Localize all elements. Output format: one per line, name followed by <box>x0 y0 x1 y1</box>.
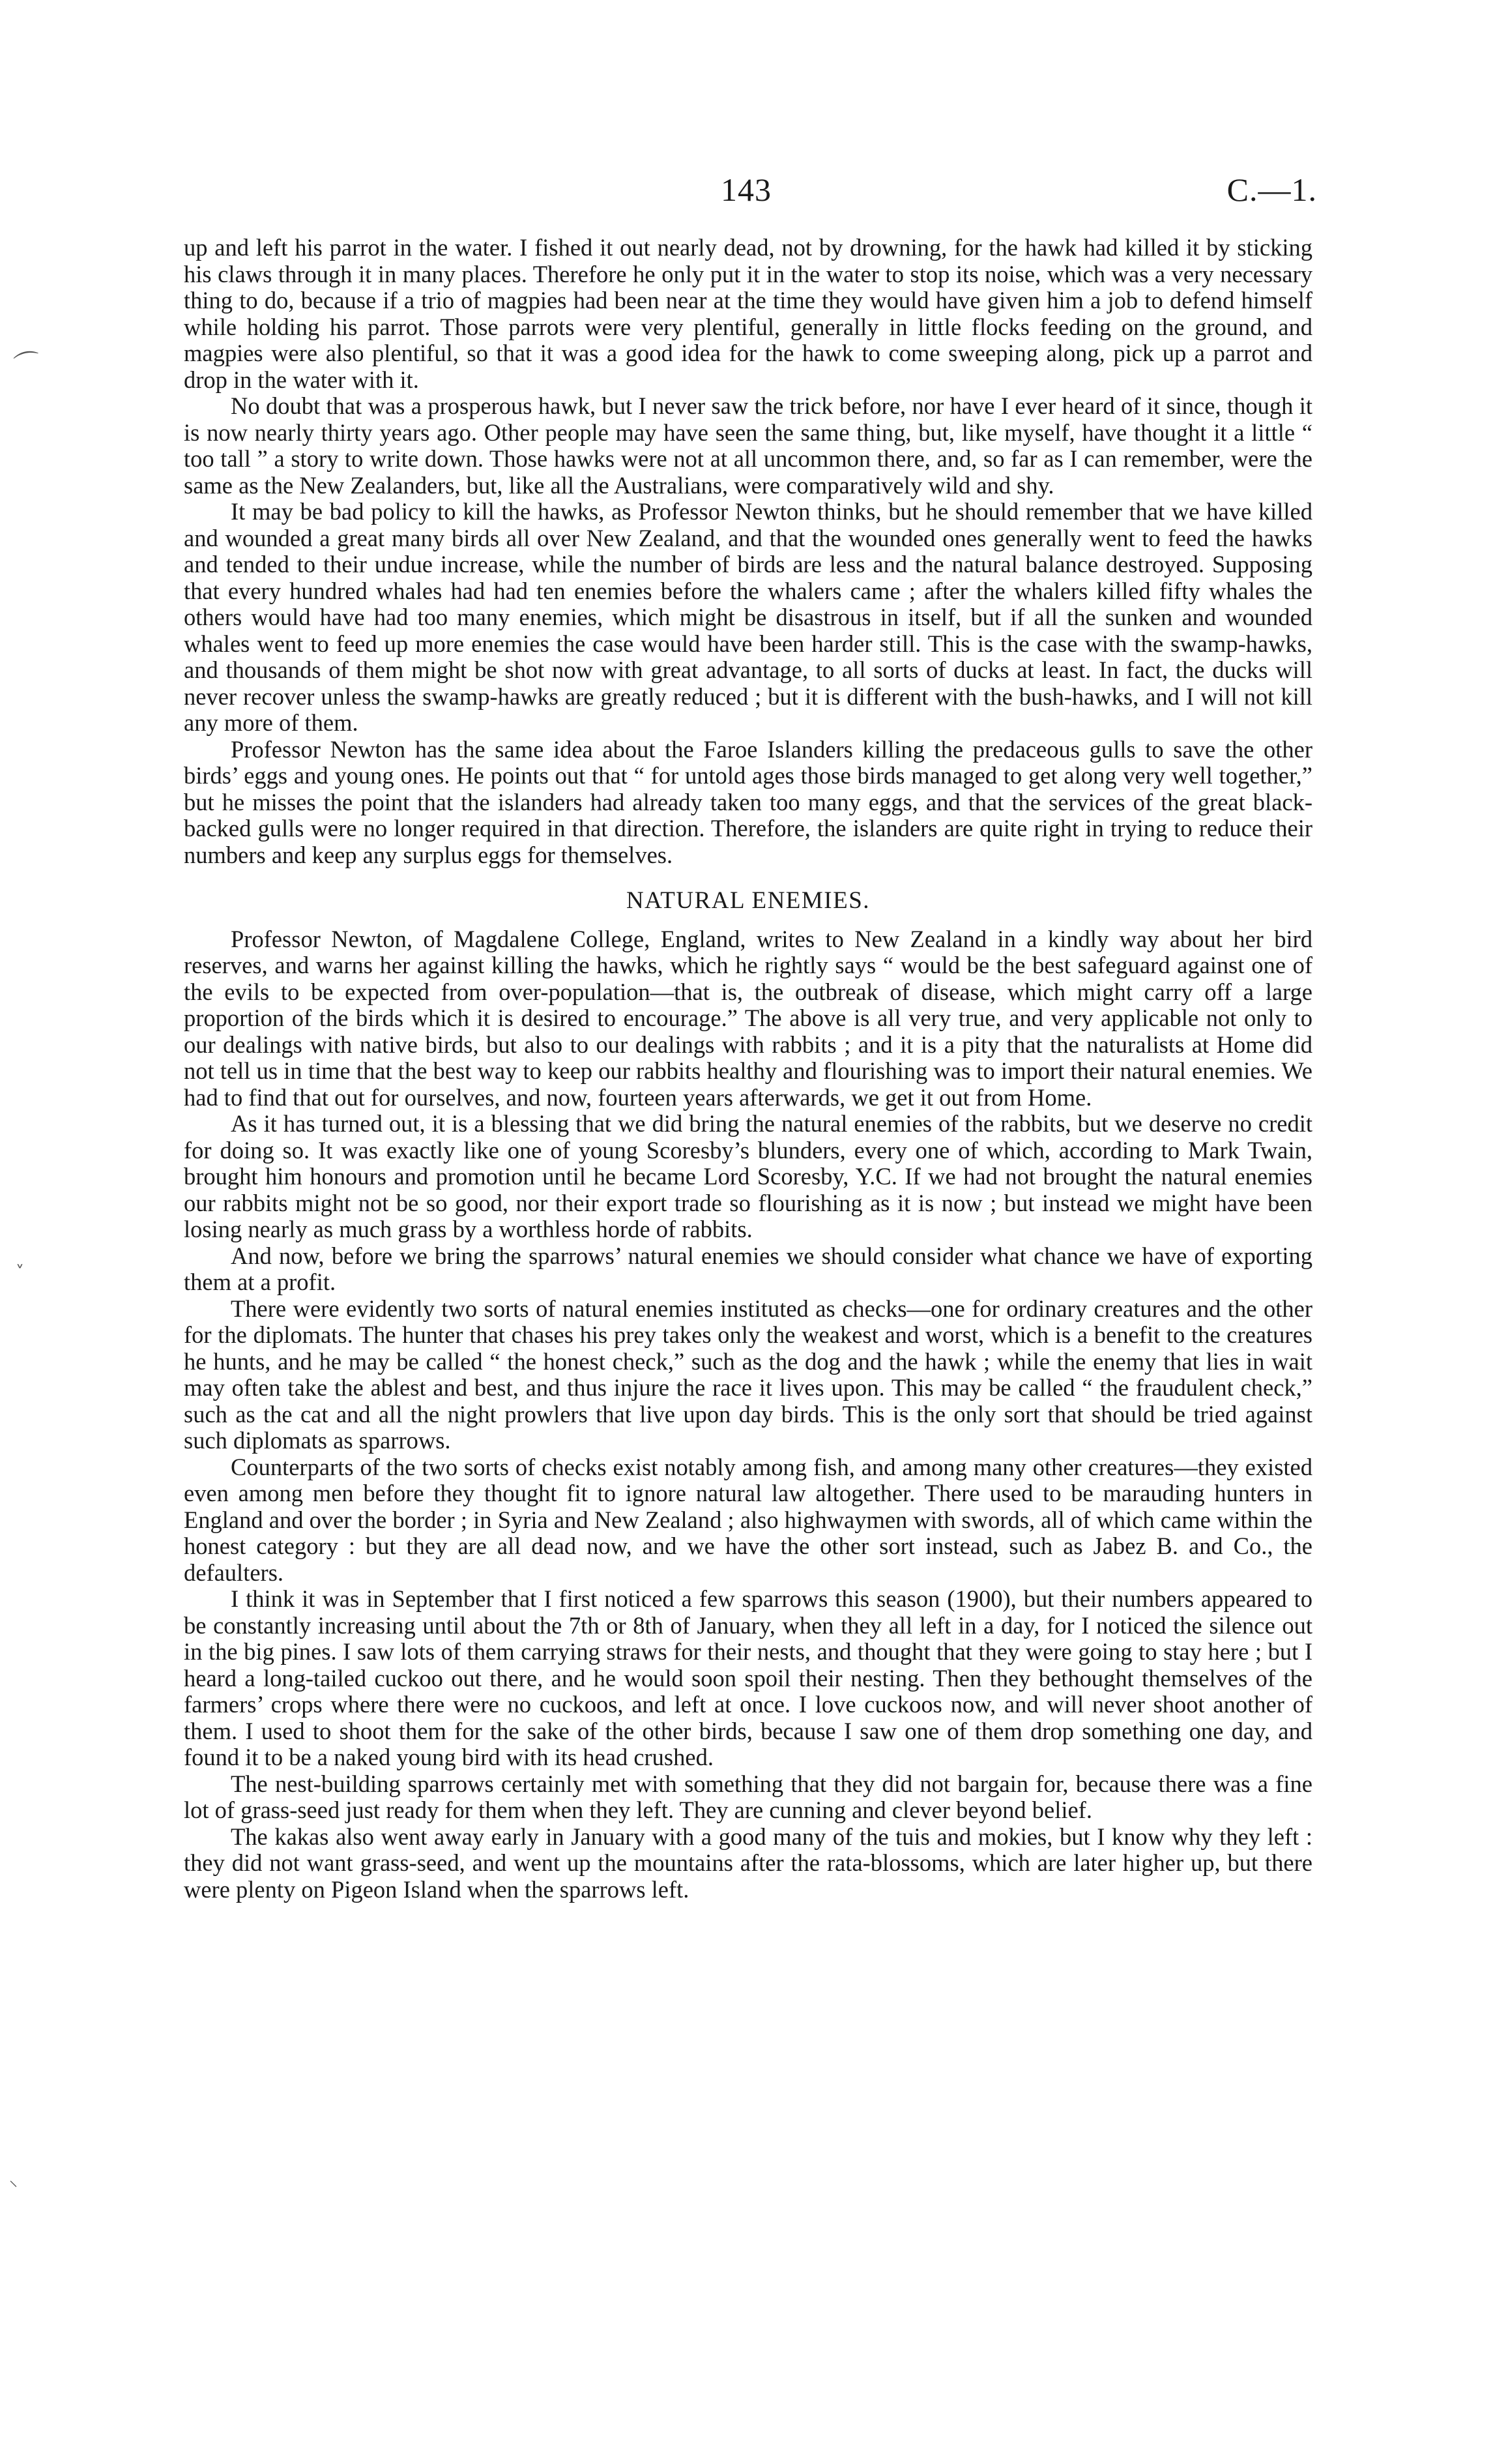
paragraph: No doubt that was a prosperous hawk, but I never saw the trick before, nor have I ever heard of it since, though it is now nearly thirty years ago. Other people may have seen the same thing, but, like myself, have thought it a little “ too tall ” a story to write down. Those hawks were not at all uncommon there, and, so far as I can remember, were the same as the New Zealanders, but, like all the Australians, were comparatively wild and shy. <box>184 392 1312 499</box>
paragraph: As it has turned out, it is a blessing that we did bring the natural enemies of the rabbits, but we deserve no credit for doing so. It was exactly like one of young Scoresby’s blunders, every one of which, according to Mark Twain, brought him honours and promotion until he became Lord Scoresby, Y.C. If we had not brought the natural enemies our rabbits might not be so good, nor their export trade so flourishing as it is now ; but instead we might have been losing nearly as much grass by a worthless horde of rabbits. <box>184 1110 1312 1242</box>
article-body <box>184 235 1312 1903</box>
document-reference: C.—1. <box>1226 171 1317 208</box>
paragraph: Professor Newton, of Magdalene College, England, writes to New Zealand in a kindly way about her bird reserves, and warns her against killing the hawks, which he rightly says “ would be the best safeguard against one of the evils to be expected from over-population—that is, the outbreak of disease, which might carry off a large proportion of the birds which it is desired to encourage.” The above is all very true, and very applicable not only to our dealings with native birds, but also to our dealings with rabbits ; and it is a pity that the naturalists at Home did not tell us in time that the best way to keep our rabbits healthy and flourishing was to import their natural enemies. We had to find that out for ourselves, and now, fourteen years afterwards, we get it out from Home. <box>184 925 1312 1111</box>
margin-mark: ˅ <box>16 1263 24 1282</box>
paragraph: up and left his parrot in the water. I fished it out nearly dead, not by drowning, for the hawk had killed it by sticking his claws through it in many places. Therefore he only put it in the water to stop its noise, which was a very necessary thing to do, because if a trio of magpies had been near at the time they would have given him a job to defend himself while holding his parrot. Those parrots were very plentiful, generally in little flocks feeding on the ground, and magpies were also plentiful, so that it was a good idea for the hawk to come sweeping along, pick up a parrot and drop in the water with it. <box>184 234 1312 393</box>
page-number: 143 <box>721 171 772 208</box>
paragraph: There were evidently two sorts of natural enemies instituted as checks—one for ordinary creatures and the other for the diplomats. The hunter that chases his prey takes only the weakest and worst, which is a benefit to the creatures he hunts, and he may be called “ the honest check,” such as the dog and the hawk ; while the enemy that lies in wait may often take the ablest and best, and thus injure the race it lives upon. This may be called “ the fraudulent check,” such as the cat and all the night prowlers that live upon day birds. This is the only sort that should be tried against such diplomats as sparrows. <box>184 1295 1312 1454</box>
paragraph: Counterparts of the two sorts of checks exist notably among fish, and among many other creatures—they existed even among men before they thought fit to ignore natural law altogether. There used to be marauding hunters in England and over the border ; in Syria and New Zealand ; also highwaymen with swords, all of which came within the honest category : but they are all dead now, and we have the other sort instead, such as Jabez B. and Co., the defaulters. <box>184 1453 1312 1586</box>
section-heading: NATURAL ENEMIES. <box>626 887 871 914</box>
margin-mark: ⸜ <box>9 2171 18 2190</box>
paragraph: Professor Newton has the same idea about the Faroe Islanders killing the predaceous gulls to save the other birds’ eggs and young ones. He points out that “ for untold ages those birds managed to get along very well together,” but he misses the point that the islanders had already taken too many eggs, and that the services of the great black-backed gulls were no longer required in that direction. Therefore, the islanders are quite right in trying to reduce their numbers and keep any surplus eggs for themselves. <box>184 735 1312 868</box>
paragraph: It may be bad policy to kill the hawks, as Professor Newton thinks, but he should remember that we have killed and wounded a great many birds all over New Zealand, and that the wounded ones generally went to feed the hawks and tended to their undue increase, while the number of birds are less and the natural balance destroyed. Supposing that every hundred whales had had ten enemies before the whalers came ; after the whalers killed fifty whales the others would have had too many enemies, which might be disastrous in itself, but if all the sunken and wounded whales went to feed up more enemies the case would have been harder still. This is the case with the swamp-hawks, and thousands of them might be shot now with great advantage, to all sorts of ducks at least. In fact, the ducks will never recover unless the swamp-hawks are greatly reduced ; but it is different with the bush-hawks, and I will not kill any more of them. <box>184 498 1312 736</box>
paragraph: And now, before we bring the sparrows’ natural enemies we should consider what chance we have of exporting them at a profit. <box>184 1242 1312 1295</box>
paragraph: The nest-building sparrows certainly met with something that they did not bargain for, because there was a fine lot of grass-seed just ready for them when they left. They are cunning and clever beyond belief. <box>184 1770 1312 1823</box>
paragraph: The kakas also went away early in January with a good many of the tuis and mokies, but I know why they left : they did not want grass-seed, and went up the mountains after the rata-blossoms, which are later higher up, but there were plenty on Pigeon Island when the sparrows left. <box>184 1823 1312 1903</box>
margin-mark: ⌒ <box>12 347 44 383</box>
paragraph: I think it was in September that I first noticed a few sparrows this season (1900), but their numbers appeared to be constantly increasing until about the 7th or 8th of January, when they all left in a day, for I noticed the silence out in the big pines. I saw lots of them carrying straws for their nests, and thought that they were going to stay here ; but I heard a long-tailed cuckoo out there, and he would soon spoil their nesting. Then they bethought themselves of the farmers’ crops where there were no cuckoos, and left at once. I love cuckoos now, and will never shoot another of them. I used to shoot them for the sake of the other birds, because I saw one of them drop something one day, and found it to be a naked young bird with its head crushed. <box>184 1585 1312 1770</box>
